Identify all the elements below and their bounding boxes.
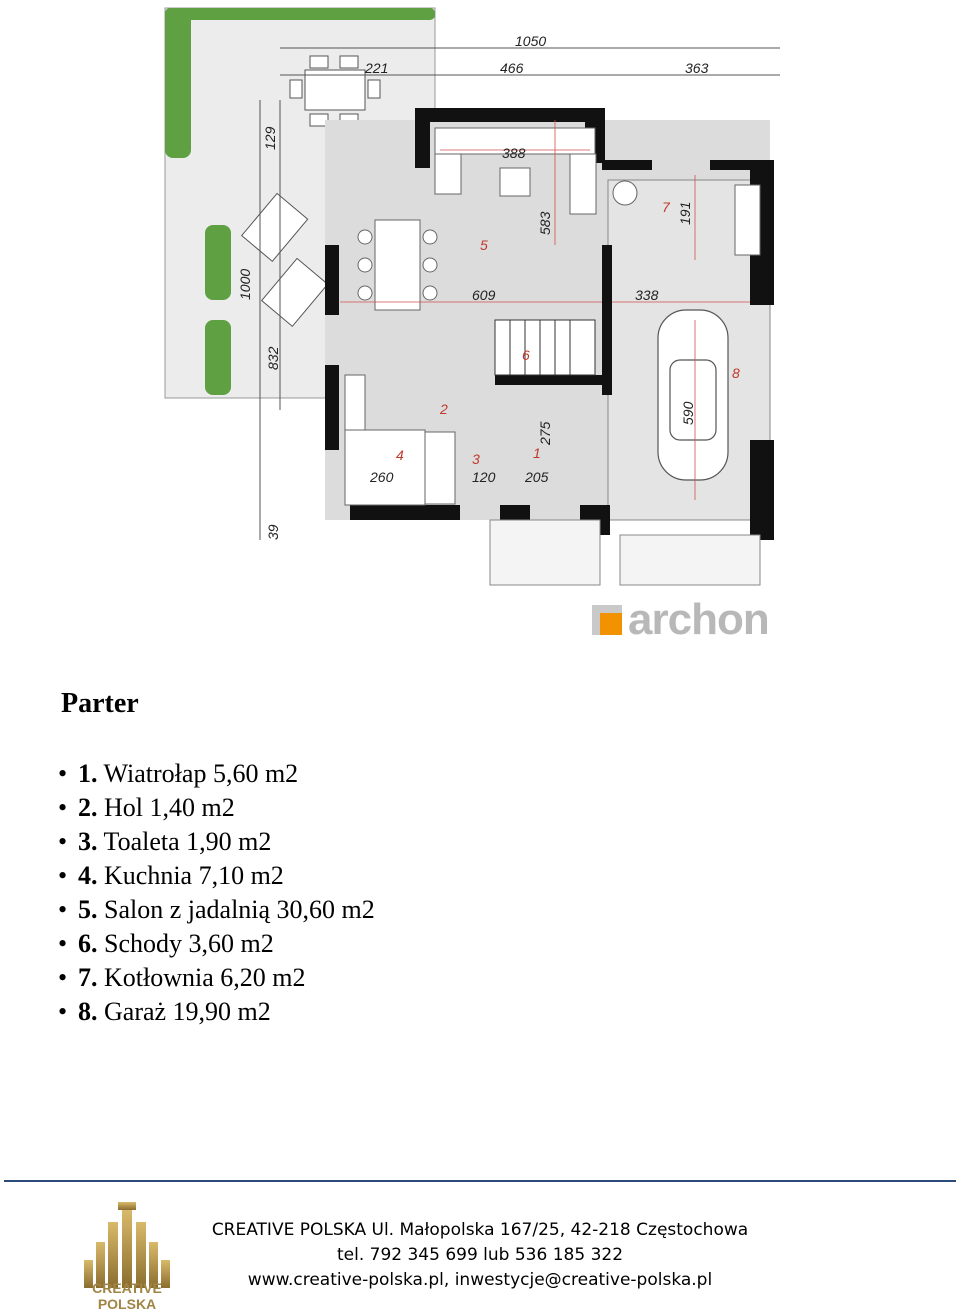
car xyxy=(658,310,728,480)
contact-info xyxy=(200,1218,760,1293)
room-number-7: 7 xyxy=(662,199,670,215)
building-icon xyxy=(62,1200,192,1292)
dim-338: 338 xyxy=(635,287,659,303)
room-list xyxy=(58,757,375,1029)
entrance-steps xyxy=(490,520,600,585)
contact-address: CREATIVE POLSKA Ul. Małopolska 167/25, 42-218 Częstochowa xyxy=(211,1220,749,1240)
room-number-4: 4 xyxy=(396,447,404,463)
dim-275: 275 xyxy=(537,421,553,445)
dim-1000: 1000 xyxy=(237,268,253,300)
contact-phone: tel. 792 345 699 lub 536 185 322 xyxy=(336,1245,624,1265)
room-number-8: 8 xyxy=(732,365,740,381)
room-number-1: 1 xyxy=(533,445,541,461)
list-item: • 7. Kotłownia 6,20 m2 xyxy=(58,963,306,992)
list-item: • 5. Salon z jadalnią 30,60 m2 xyxy=(58,895,375,924)
archon-logo-mark xyxy=(592,605,622,635)
list-item: • 1. Wiatrołap 5,60 m2 xyxy=(58,759,299,788)
dim-466: 466 xyxy=(500,60,524,76)
dim-129: 129 xyxy=(262,126,278,150)
creative-polska-brand: CREATIVE POLSKA xyxy=(92,1280,162,1312)
garage-apron xyxy=(620,535,760,585)
list-item: • 4. Kuchnia 7,10 m2 xyxy=(58,861,284,890)
room-number-3: 3 xyxy=(472,451,480,467)
dim-39: 39 xyxy=(265,524,281,540)
list-item: • 8. Garaż 19,90 m2 xyxy=(58,997,271,1026)
dim-388: 388 xyxy=(502,145,526,161)
list-item: • 3. Toaleta 1,90 m2 xyxy=(58,827,272,856)
list-item: • 2. Hol 1,40 m2 xyxy=(58,793,235,822)
room-number-2: 2 xyxy=(440,401,448,417)
room-number-6: 6 xyxy=(522,347,530,363)
dim-191: 191 xyxy=(677,201,693,225)
section-title: Parter xyxy=(61,688,139,719)
dim-590: 590 xyxy=(680,401,696,425)
dim-583: 583 xyxy=(537,211,553,235)
footer-divider xyxy=(4,1180,956,1182)
list-item: • 6. Schody 3,60 m2 xyxy=(58,929,274,958)
dim-1050: 1050 xyxy=(515,33,547,49)
dim-832: 832 xyxy=(265,346,281,370)
dim-221: 221 xyxy=(365,60,389,76)
dim-363: 363 xyxy=(685,60,709,76)
dim-120: 120 xyxy=(472,469,496,485)
contact-web[interactable]: www.creative-polska.pl, inwestycje@creative-polska.pl xyxy=(247,1270,713,1290)
dim-205: 205 xyxy=(525,469,549,485)
stairs xyxy=(495,320,595,375)
room-number-5: 5 xyxy=(480,237,488,253)
dim-609: 609 xyxy=(472,287,496,303)
floor-plan xyxy=(150,0,790,600)
dim-260: 260 xyxy=(370,469,394,485)
creative-polska-logo xyxy=(62,1200,192,1312)
archon-logo-text: archon xyxy=(628,595,769,644)
archon-logo xyxy=(592,595,769,644)
